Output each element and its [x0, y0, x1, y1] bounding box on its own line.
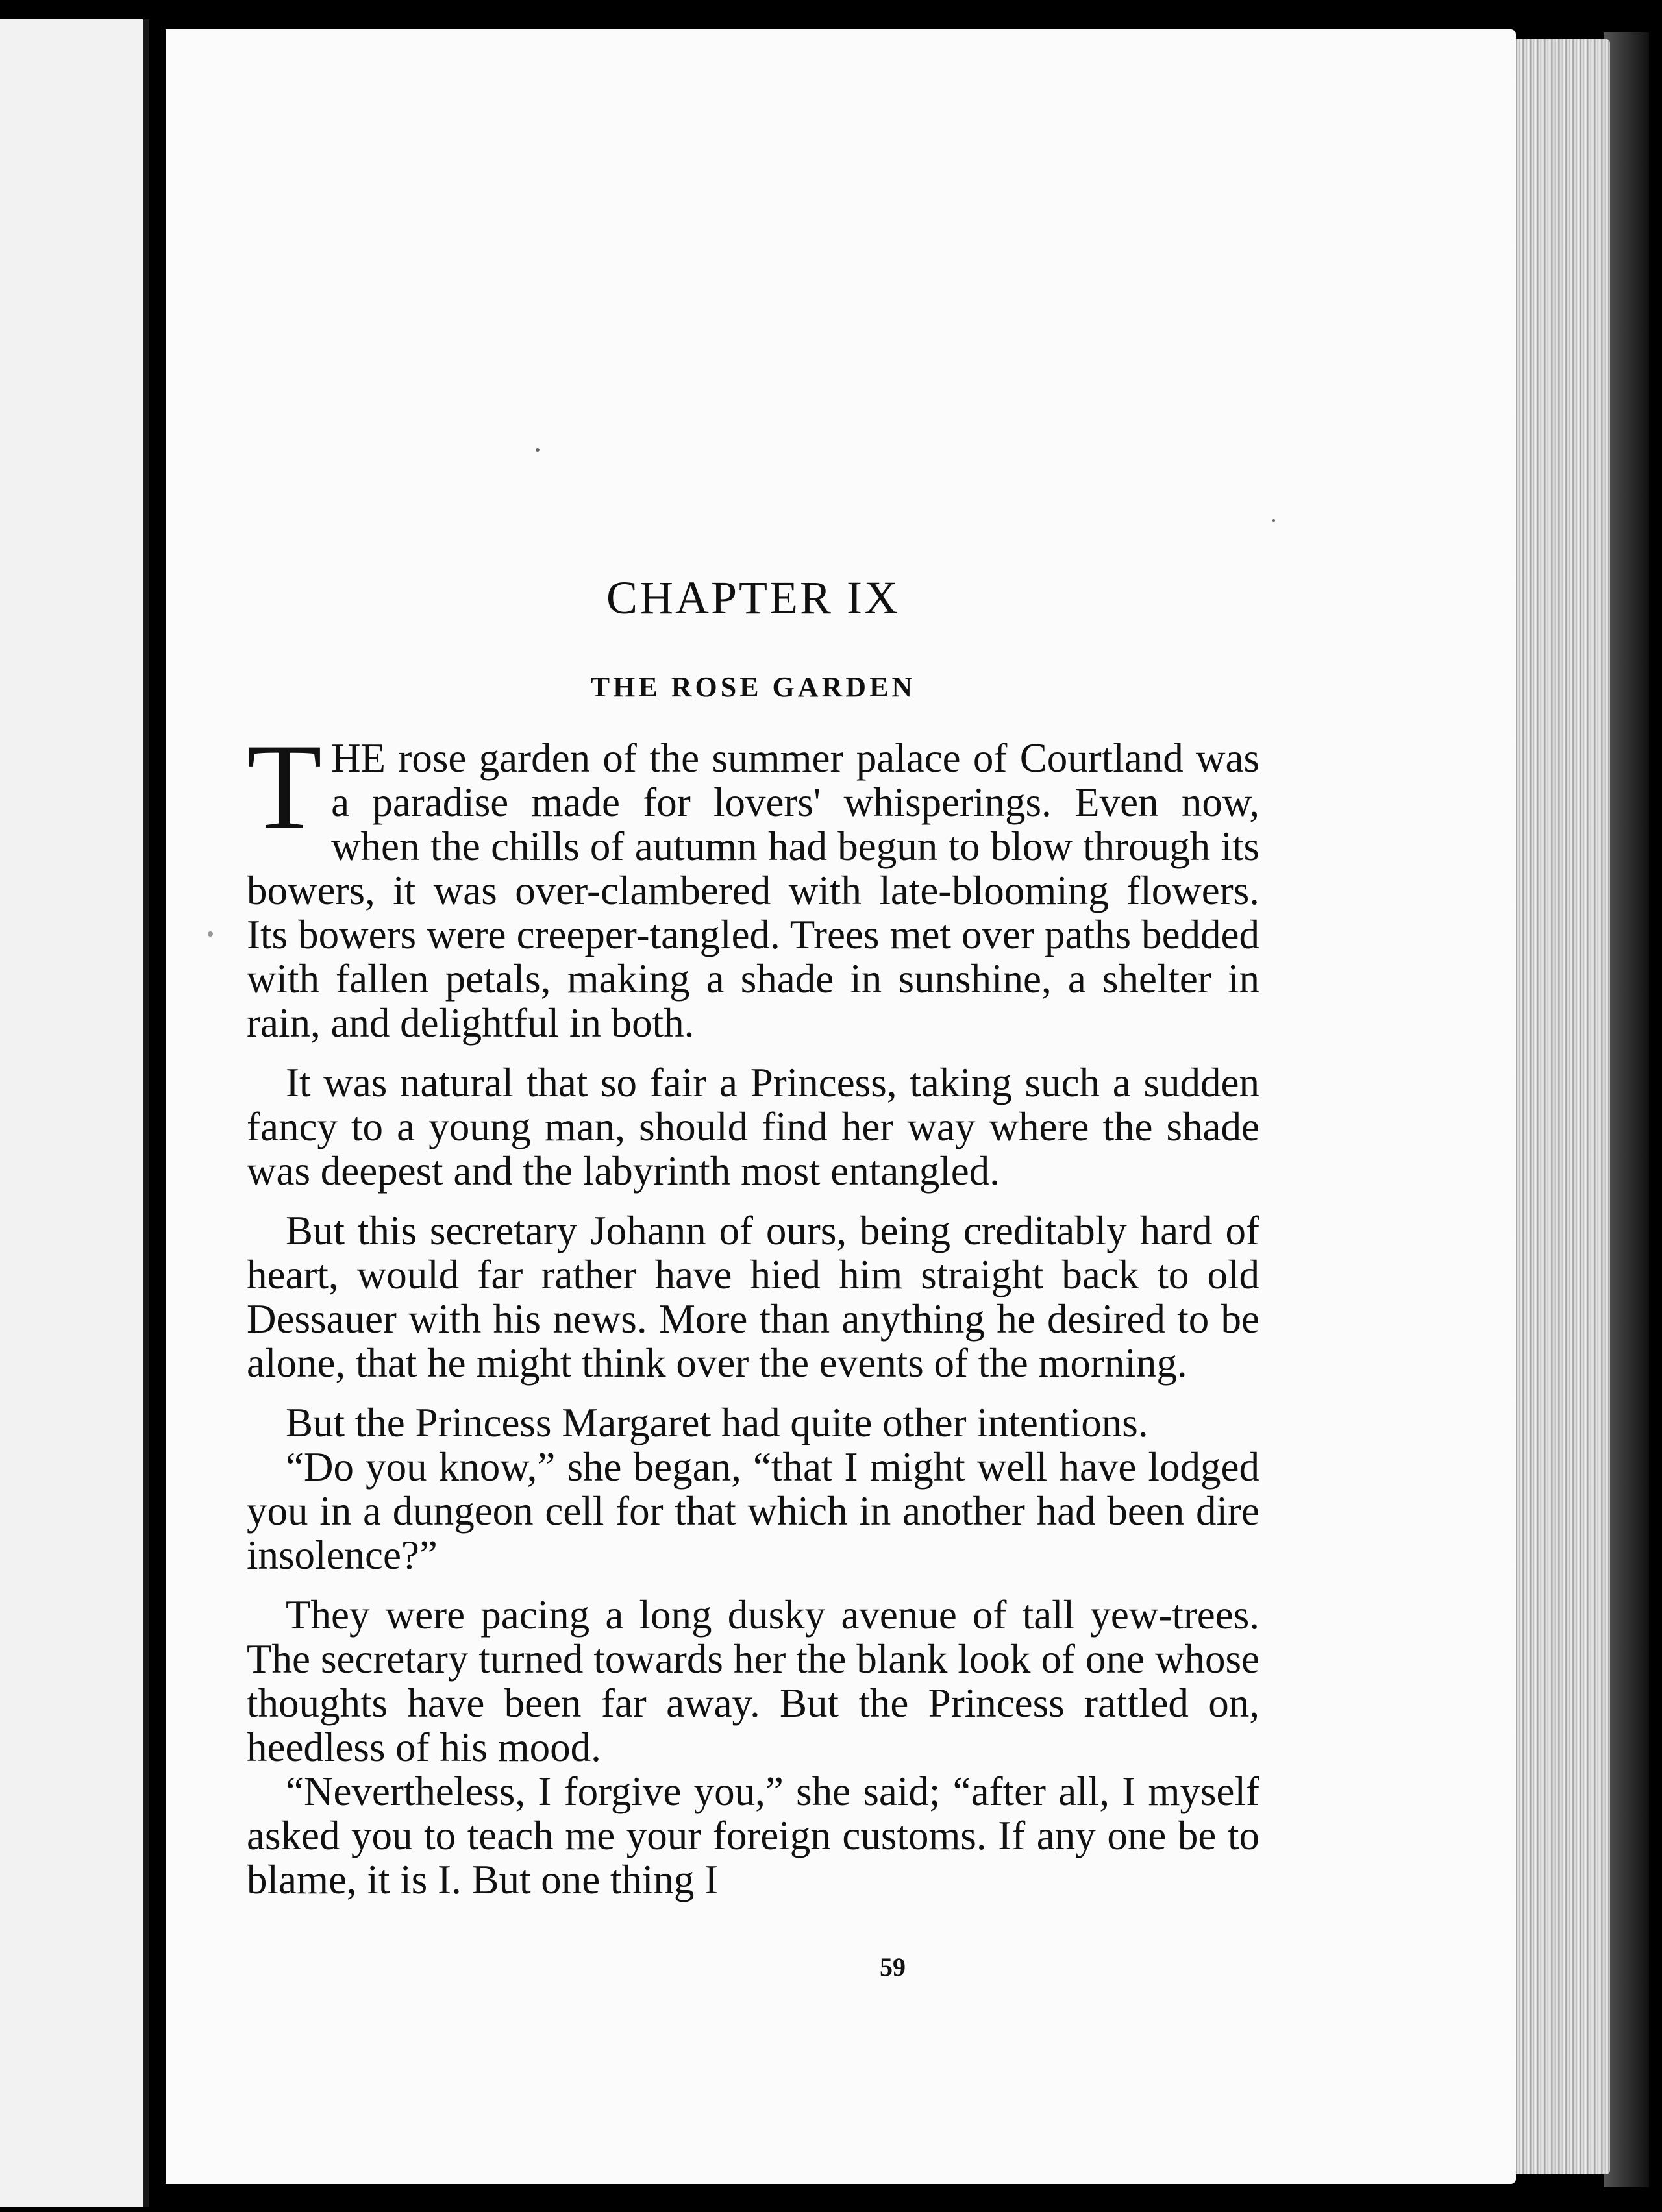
- paragraph-text: HE rose garden of the summer palace of Courtland was a paradise made for lovers' whisperings. Even now, when the chills of autumn had begun to blow through its bowers, it was over-clambered with late-blooming flowers. Its bowers were creeper-tangled. Trees met over paths bedded with fallen petals, making a shade in sunshine, a shelter in rain, and delightful in both.: [247, 735, 1259, 1046]
- chapter-title: THE ROSE GARDEN: [590, 671, 916, 703]
- page-content: [247, 571, 1259, 1917]
- paragraph: They were pacing a long dusky avenue of tall yew-trees. The secretary turned towards her the blank look of one whose thoughts have been far away. But the Princess rattled on, heedless of his mood.: [247, 1592, 1259, 1770]
- book-edge-shadow: [1604, 32, 1649, 2187]
- scan-speck: [1272, 519, 1275, 522]
- paragraph: But this secretary Johann of ours, being creditably hard of heart, would far rather have hied him straight back to old Dessauer with his news. More than anything he desired to be alone, that he might think over the events of the morning.: [247, 1208, 1259, 1386]
- paragraph: “Do you know,” she began, “that I might well have lodged you in a dungeon cell for that which in another had been dire insolence?”: [247, 1444, 1259, 1578]
- page-stack-edges: [1513, 39, 1610, 2174]
- paragraph: But the Princess Margaret had quite other intentions.: [286, 1400, 1148, 1445]
- paragraph: [247, 719, 1259, 1046]
- drop-cap: T: [247, 719, 323, 855]
- left-page-edge: [0, 19, 149, 2207]
- page-number: 59: [880, 1952, 906, 1982]
- scan-speck: [536, 448, 540, 452]
- chapter-number: CHAPTER IX: [606, 572, 900, 624]
- scan-speck: [208, 931, 213, 937]
- body-text: [247, 719, 1259, 1902]
- paragraph: It was natural that so fair a Princess, taking such a sudden fancy to a young man, should find her way where the shade was deepest and the labyrinth most entangled.: [247, 1060, 1259, 1194]
- paragraph: “Nevertheless, I forgive you,” she said; “after all, I myself asked you to teach me your foreign customs. If any one be to blame, it is I. But one thing I: [247, 1769, 1259, 1902]
